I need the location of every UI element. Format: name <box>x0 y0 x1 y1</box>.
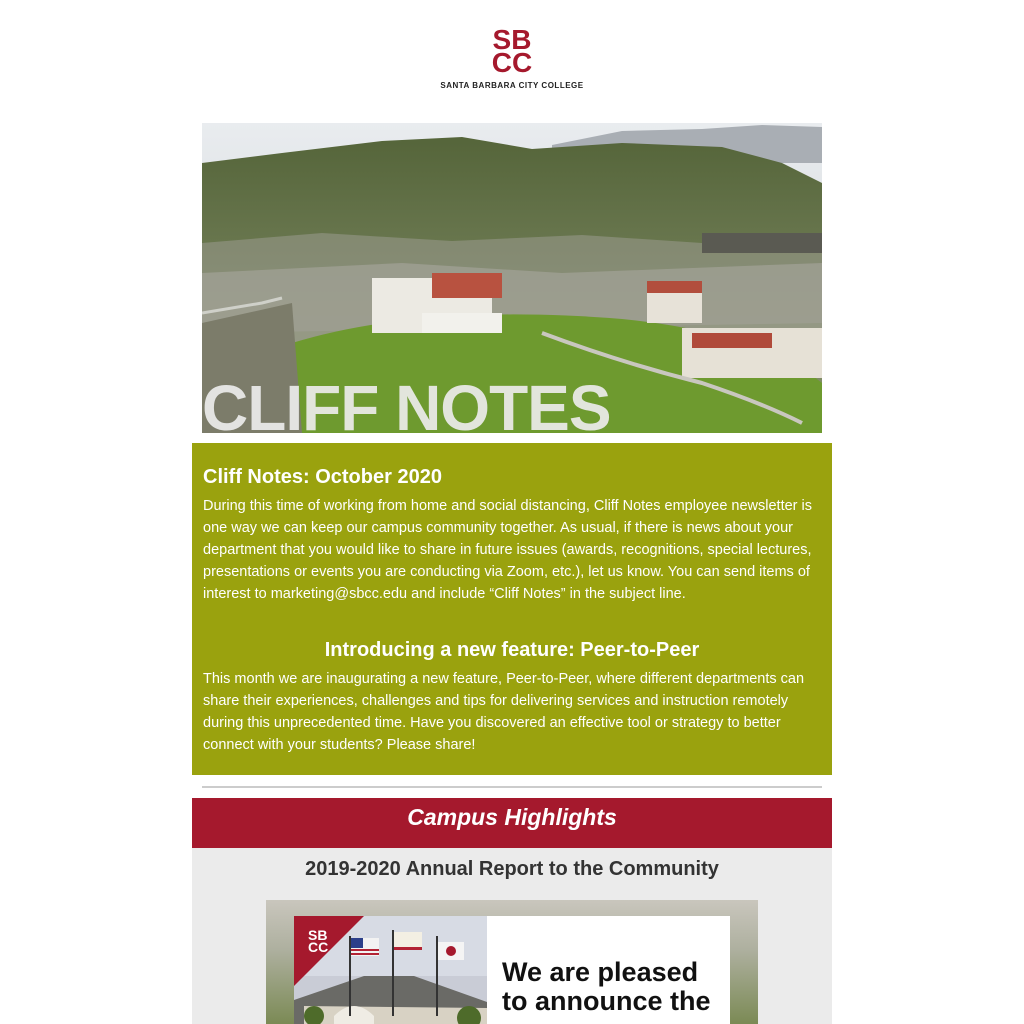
card-logo-line1: SB <box>308 927 328 943</box>
annual-report-title[interactable]: 2019-2020 Annual Report to the Community <box>305 858 719 880</box>
card-logo-line2: CC <box>308 939 329 955</box>
intro-heading: Cliff Notes: October 2020 <box>203 466 442 488</box>
feature-body: This month we are inaugurating a new feature, Peer-to-Peer, where different departments can share their experiences, challenges and tips for delivering services and instruction remotely during this unprecedented time. Have you discovered an effective tool or strategy to better connect with your students? Please share! <box>203 671 805 753</box>
intro-body: During this time of working from home and social distancing, Cliff Notes employee newsletter is one way we can keep our campus community together. As usual, if there is news about your department that you would like to share in future issues (awards, recognitions, special lectures, presentations or events you are conducting via Zoom, etc.), let us know. You can send items of interest to marketing@sbcc.edu and include “Cliff Notes” in the subject line. <box>203 498 812 602</box>
sbcc-logo[interactable] <box>0 24 1024 90</box>
feature-heading: Introducing a new feature: Peer-to-Peer <box>324 639 700 661</box>
campus-highlights-header <box>192 798 832 848</box>
campus-highlights-title: Campus Highlights <box>407 804 617 830</box>
college-name: SANTA BARBARA CITY COLLEGE <box>440 81 584 90</box>
announcement-card[interactable] <box>294 916 730 1024</box>
section-divider <box>202 786 822 788</box>
hero-image <box>202 123 822 433</box>
intro-section <box>192 443 832 775</box>
logo-mark: SB CC <box>491 24 533 78</box>
announcement-text: We are pleased to announce the <box>502 957 711 1016</box>
hero-title: CLIFF NOTES <box>202 372 611 433</box>
annual-report-section <box>192 848 832 1024</box>
campus-flags-photo <box>294 916 487 1024</box>
annual-report-image[interactable] <box>266 900 758 1024</box>
